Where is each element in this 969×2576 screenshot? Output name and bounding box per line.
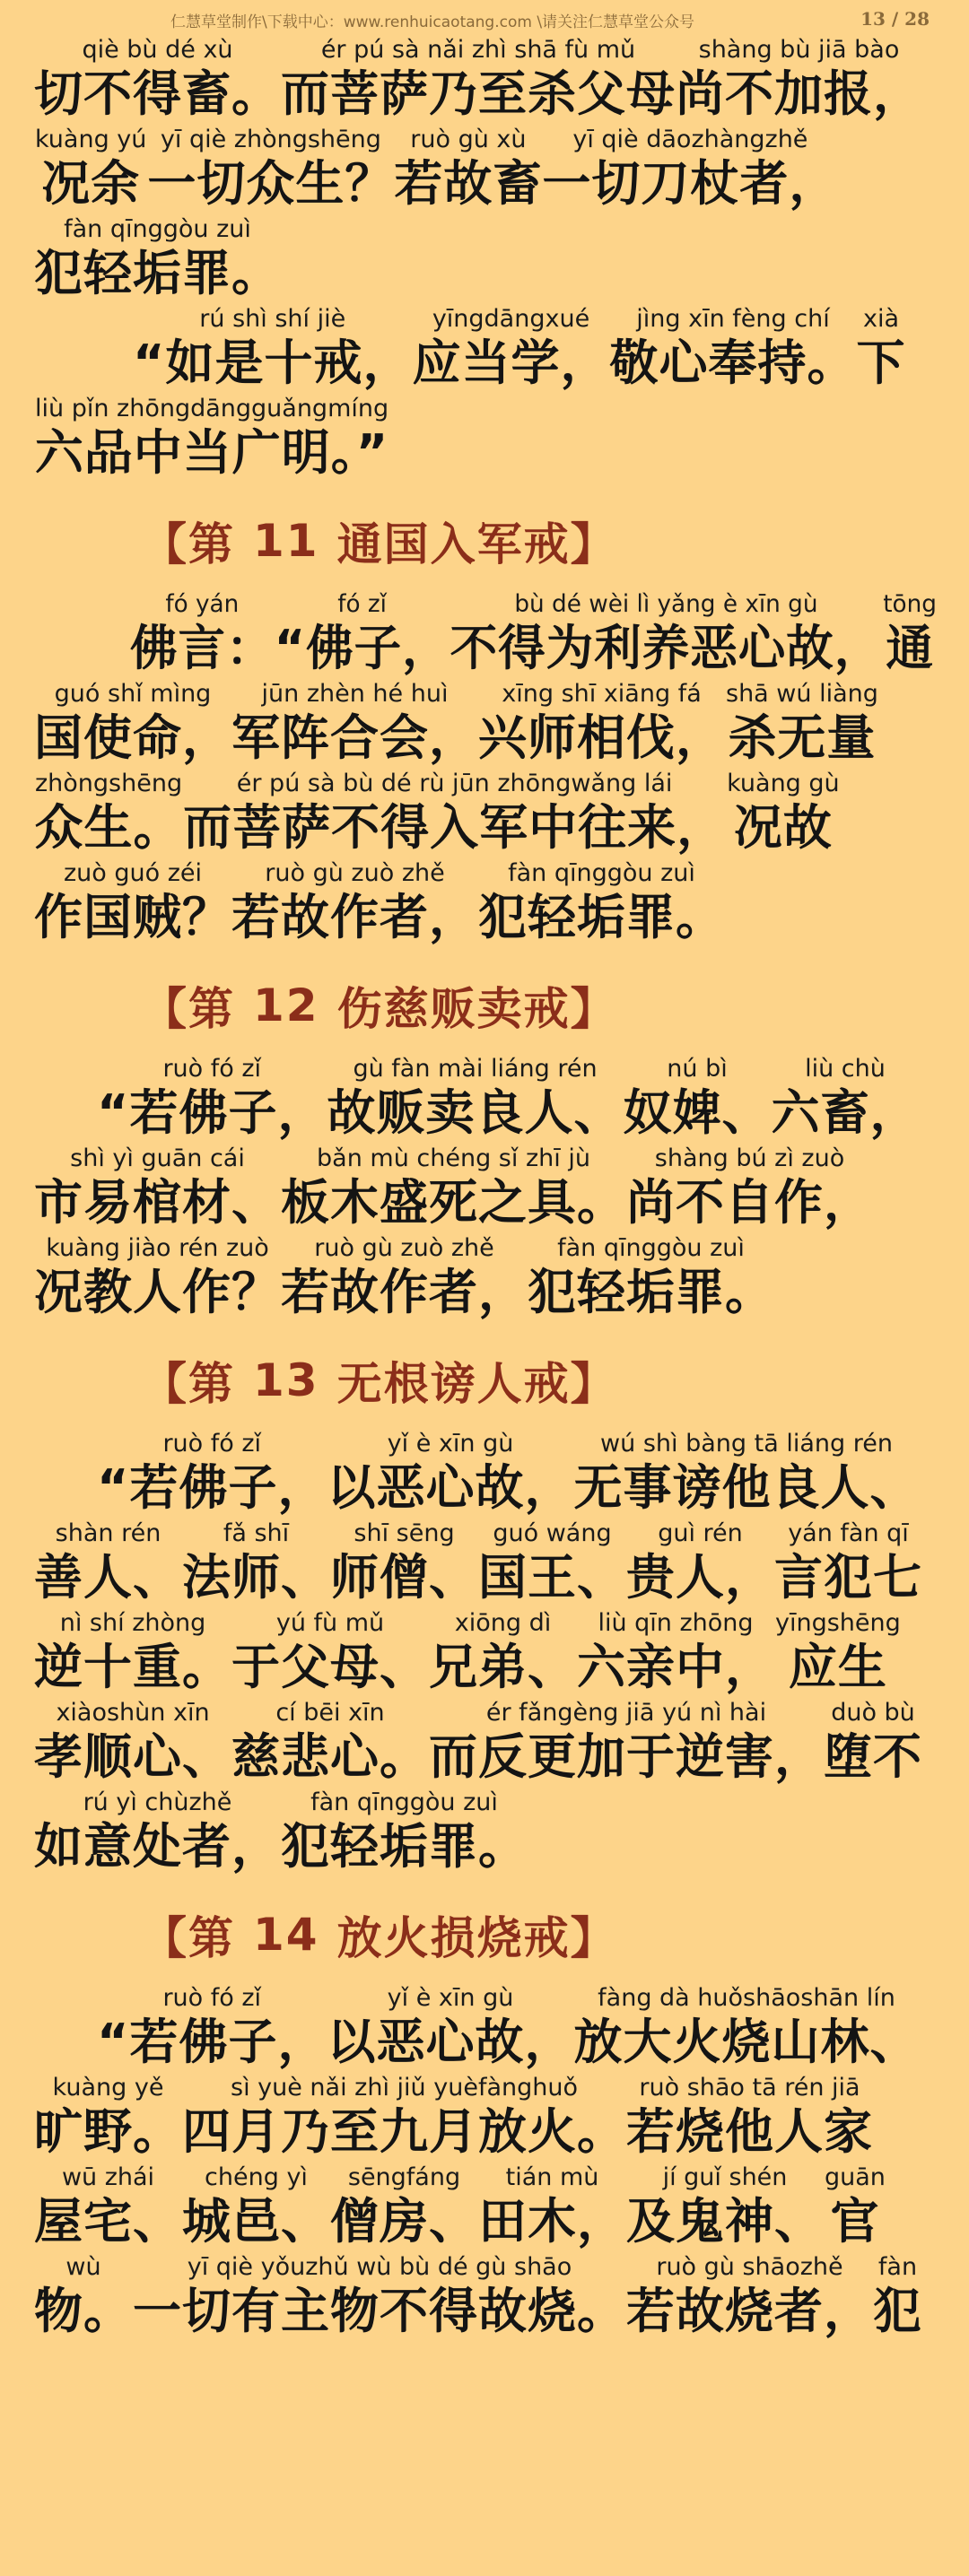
annotated-phrase [478,680,725,770]
section-title-prefix: 【第 [142,983,235,1035]
hanzi: 兴师相伐， [478,709,725,766]
section-title-prefix: 【第 [142,518,235,570]
annotated-phrase [34,859,231,949]
hanzi: 四月乃至九月放火。 [182,2103,626,2160]
pinyin: ér fǎngèng jiā yú nì hài [485,1699,767,1727]
pinyin: liù chù [805,1055,886,1083]
annotated-phrase [34,2253,133,2343]
pinyin: fàng dà huǒshāoshān lín [598,1984,895,2012]
annotated-phrase [626,2163,824,2253]
annotated-phrase [478,859,725,949]
pinyin: liù pǐn zhōngdāngguǎngmíng [35,395,389,422]
hanzi: 屋宅、 [34,2193,182,2250]
annotated-phrase [725,680,879,770]
annotated-phrase [34,1699,231,1788]
pinyin: fàn [877,2253,918,2281]
hanzi: 尚不自作， [626,1174,873,1231]
hanzi: 军阵合会， [231,709,478,766]
hanzi: 切不得畜。 [34,65,281,122]
text-line [34,36,940,126]
pinyin: yīngdāngxué [432,305,590,333]
hanzi: “如是十戒， [133,335,413,391]
text-line [34,1984,940,2074]
pinyin: yú fù mǔ [275,1609,385,1637]
pinyin: tōng [883,590,937,618]
pinyin: fàn qīnggòu zuì [508,859,695,887]
pinyin: bǎn mù chéng sǐ zhī jù [317,1144,590,1172]
pinyin: chéng yì [205,2163,308,2191]
annotated-phrase [130,590,275,680]
annotated-phrase [147,126,394,215]
annotated-phrase [34,395,389,484]
hanzi: “若佛子， [97,1084,327,1141]
hanzi: 放大火烧山林、 [573,2014,920,2070]
annotated-phrase [183,770,726,859]
pinyin: liù qīn zhōng [598,1609,754,1637]
annotated-phrase [133,305,413,395]
pinyin: guì rén [658,1519,743,1547]
annotated-phrase [429,1609,577,1699]
annotated-phrase [882,590,938,680]
annotated-phrase [97,1984,327,2074]
hanzi: 奴婢、 [623,1084,772,1141]
pinyin: kuàng gù [727,770,840,797]
text-line [34,1430,940,1519]
hanzi: “若佛子， [97,1459,327,1516]
text-line [34,395,940,484]
annotated-phrase [34,2163,182,2253]
annotated-phrase [772,1055,920,1144]
hanzi: 犯 [873,2283,922,2339]
annotated-phrase [626,1519,774,1609]
text-line [34,770,940,859]
hanzi: 僧房、 [330,2193,478,2250]
pinyin: kuàng yú [35,126,147,153]
section-title [34,492,940,590]
text-line [34,126,940,215]
hanzi: 不得为利养恶心故， [450,620,883,676]
hanzi: 言犯七 [774,1549,922,1606]
pinyin: yī qiè yǒuzhǔ wù bù dé gù shāo [187,2253,572,2281]
pinyin: fàn qīnggòu zuì [64,215,251,243]
hanzi: 犯轻垢罪。 [478,889,725,945]
hanzi: 国王、 [478,1549,626,1606]
credit-text: 仁慧草堂制作\下载中心：www.renhuicaotang.com \请关注仁慧草堂公众号 [170,13,695,31]
pinyin: tián mù [505,2163,599,2191]
pinyin: fàn qīnggòu zuì [557,1234,745,1262]
hanzi: 作国贼？ [34,889,231,945]
hanzi: 犯轻垢罪。 [528,1264,774,1320]
pinyin: wù [65,2253,101,2281]
text-line [34,1055,940,1144]
pinyin: fǎ shī [223,1519,290,1547]
pinyin: qiè bù dé xù [82,36,233,64]
hanzi: 如意处者， [34,1818,281,1875]
hanzi: 一切有主物不得故烧。 [133,2283,626,2339]
annotated-phrase [824,2163,886,2253]
hanzi: 师僧、 [330,1549,478,1606]
pinyin: ruò fó zǐ [162,1430,262,1458]
annotated-phrase [626,1144,873,1234]
annotated-phrase [873,2253,922,2343]
annotated-phrase [726,770,841,859]
hanzi: 无事谤他良人、 [573,1459,920,1516]
text-line [34,590,937,680]
section-number: 14 [253,1909,319,1961]
scripture-content [34,36,940,2343]
hanzi: 田木， [478,2193,626,2250]
pinyin: guó shǐ mìng [54,680,212,708]
section-title-prefix: 【第 [142,1358,235,1410]
hanzi: 犯轻垢罪。 [281,1818,528,1875]
annotated-phrase [133,2253,626,2343]
annotated-phrase [34,770,183,859]
annotated-phrase [34,2074,182,2163]
text-line [34,1609,940,1699]
annotated-phrase [857,305,906,395]
pinyin: nì shí zhòng [59,1609,206,1637]
annotated-phrase [182,2163,330,2253]
hanzi: 况余 [41,155,141,212]
pinyin: xīng shī xiāng fá [502,680,702,708]
pinyin: guó wáng [493,1519,612,1547]
hanzi: 若故作者， [281,1264,528,1320]
pinyin: yīngshēng [775,1609,901,1637]
hanzi: 众生。 [34,799,183,856]
pinyin: yǐ è xīn gù [387,1984,514,2012]
text-line [34,859,940,949]
pinyin: ér pú sà bù dé rù jūn zhōngwǎng lái [236,770,673,797]
section-title [34,1331,940,1430]
annotated-phrase [327,1055,624,1144]
pinyin: xiàoshùn xīn [56,1699,210,1727]
hanzi: 逆十重。 [34,1639,231,1695]
pinyin: ruò gù shāozhě [656,2253,843,2281]
text-line [34,1234,940,1324]
hanzi: 六亲中， [577,1639,774,1695]
pinyin: ruò fó zǐ [162,1984,262,2012]
section-number: 11 [253,515,319,567]
pinyin: zuò guó zéi [63,859,203,887]
hanzi: 以恶心故， [327,1459,574,1516]
pinyin: cí bēi xīn [275,1699,385,1727]
pinyin: jí guǐ shén [662,2163,788,2191]
annotated-phrase [478,2163,626,2253]
annotated-phrase [231,680,478,770]
pinyin: shàng bú zì zuò [654,1144,845,1172]
annotated-phrase [610,305,857,395]
annotated-phrase [330,2163,478,2253]
pinyin: shàn rén [55,1519,162,1547]
section-name: 伤慈贩卖戒】 [336,983,617,1035]
annotated-phrase [574,1984,920,2074]
annotated-phrase [275,590,450,680]
hanzi: 下 [856,335,906,391]
pinyin: yī qiè zhòngshēng [160,126,381,153]
pinyin: wū zhái [61,2163,155,2191]
pinyin: ér pú sà nǎi zhì shā fù mǔ [320,36,636,64]
annotated-phrase [231,859,478,949]
hanzi: 慈悲心。 [231,1728,429,1785]
hanzi: “若佛子， [97,2014,327,2070]
pinyin: ruò fó zǐ [162,1055,262,1083]
hanzi: 市易棺材、 [34,1174,281,1231]
hanzi: 况教人作？ [34,1264,281,1320]
section-title-prefix: 【第 [142,1912,235,1964]
annotated-phrase [429,1699,824,1788]
section-name: 无根谤人戒】 [336,1358,617,1410]
pinyin: ruò gù zuò zhě [314,1234,494,1262]
annotated-phrase [231,1609,429,1699]
section-name: 通国入军戒】 [336,518,617,570]
annotated-phrase [413,305,610,395]
annotated-phrase [478,1519,626,1609]
annotated-phrase [34,1609,231,1699]
hanzi: 于父母、 [231,1639,429,1695]
annotated-phrase [34,1144,281,1234]
annotated-phrase [394,126,542,215]
pinyin: yán fàn qī [788,1519,909,1547]
annotated-phrase [330,1519,478,1609]
annotated-phrase [528,1234,774,1324]
pinyin: yǐ è xīn gù [387,1430,514,1458]
hanzi: 法师、 [182,1549,330,1606]
pinyin: shā wú liàng [726,680,878,708]
annotated-phrase [676,36,922,126]
text-line [34,2163,940,2253]
pinyin: jūn zhèn hé huì [261,680,449,708]
page-number: 13 / 28 [860,8,930,30]
pinyin: bù dé wèi lì yǎng è xīn gù [514,590,818,618]
pinyin: nú bì [667,1055,728,1083]
hanzi: 城邑、 [182,2193,330,2250]
hanzi: 若故作者， [231,889,478,945]
annotated-phrase [624,1055,772,1144]
pinyin: guān [825,2163,886,2191]
pinyin: shàng bù jiā bào [698,36,900,64]
annotated-phrase [97,1055,327,1144]
annotated-phrase [327,1430,574,1519]
hanzi: 国使命， [34,709,231,766]
annotated-phrase [34,126,147,215]
hanzi: 敬心奉持。 [609,335,857,391]
pinyin: xià [862,305,900,333]
hanzi: 六畜， [771,1084,920,1141]
annotated-phrase [626,2253,873,2343]
pinyin: fó yán [165,590,240,618]
annotated-phrase [774,1519,922,1609]
text-line [34,2253,940,2343]
pinyin: rú shì shí jiè [199,305,346,333]
pinyin: gù fàn mài liáng rén [353,1055,598,1083]
hanzi: 贵人， [626,1549,774,1606]
annotated-phrase [577,1609,774,1699]
annotated-phrase [34,215,281,305]
text-line [34,680,940,770]
hanzi: 而反更加于逆害， [429,1728,824,1785]
hanzi: “佛子， [274,620,450,676]
annotated-phrase [824,1699,922,1788]
annotated-phrase [327,1984,574,2074]
pinyin: zhòngshēng [35,770,183,797]
hanzi: 况故 [733,799,833,856]
text-line [34,215,940,305]
section-title [34,956,940,1055]
annotated-phrase [281,1234,528,1324]
hanzi: 应当学， [412,335,610,391]
hanzi: 而菩萨乃至杀父母 [281,65,676,122]
hanzi: 故贩卖良人、 [327,1084,624,1141]
pinyin: kuàng jiào rén zuò [46,1234,269,1262]
pinyin: fó zǐ [337,590,387,618]
hanzi: 通 [886,620,934,676]
hanzi: 杀无量 [728,709,877,766]
hanzi: 善人、 [34,1549,182,1606]
annotated-phrase [34,1788,281,1878]
hanzi: 堕不 [824,1728,922,1785]
annotated-phrase [34,1234,281,1324]
pinyin: sēngfáng [347,2163,461,2191]
section-number: 13 [253,1354,319,1406]
text-line [34,305,940,395]
hanzi: 兄弟、 [429,1639,577,1695]
annotated-phrase [542,126,838,215]
hanzi: 尚不加报， [676,65,922,122]
hanzi: 犯轻垢罪。 [34,245,281,301]
annotated-phrase [34,36,281,126]
hanzi: 佛言： [130,620,275,676]
pinyin: yī qiè dāozhàngzhě [572,126,808,153]
hanzi: 应生 [788,1639,887,1695]
annotated-phrase [281,1144,626,1234]
pinyin: fàn qīnggòu zuì [310,1788,498,1816]
annotated-phrase [774,1609,902,1699]
annotated-phrase [574,1430,920,1519]
hanzi: 若故烧者， [626,2283,873,2339]
hanzi: 一切刀杖者， [542,155,839,212]
hanzi: 及鬼神、 [626,2193,824,2250]
annotated-phrase [34,680,231,770]
pinyin: ruò shāo tā rén jiā [639,2074,860,2102]
text-line [34,1699,940,1788]
pinyin: duò bù [831,1699,915,1727]
pinyin: xiōng dì [454,1609,552,1637]
hanzi: 若烧他人家 [626,2103,873,2160]
hanzi: 而菩萨不得入军中往来， [183,799,727,856]
hanzi: 孝顺心、 [34,1728,231,1785]
pinyin: shī sēng [354,1519,455,1547]
text-line [34,1144,940,1234]
pinyin: ruò gù zuò zhě [265,859,445,887]
annotated-phrase [97,1430,327,1519]
annotated-phrase [450,590,883,680]
text-line [34,1519,940,1609]
hanzi: 旷野。 [34,2103,182,2160]
hanzi: 官 [830,2193,880,2250]
annotated-phrase [182,1519,330,1609]
annotated-phrase [626,2074,873,2163]
pinyin: sì yuè nǎi zhì jiǔ yuèfànghuǒ [231,2074,578,2102]
annotated-phrase [281,1788,528,1878]
pinyin: kuàng yě [52,2074,164,2102]
annotated-phrase [281,36,676,126]
pinyin: ruò gù xù [410,126,527,153]
text-line [34,1788,940,1878]
section-name: 放火损烧戒】 [336,1912,617,1964]
text-line [34,2074,940,2163]
section-number: 12 [253,979,319,1031]
annotated-phrase [182,2074,626,2163]
hanzi: 六品中当广明。” [34,424,389,481]
pinyin: jìng xīn fèng chí [636,305,830,333]
pinyin: rú yì chùzhě [83,1788,232,1816]
pinyin: wú shì bàng tā liáng rén [600,1430,893,1458]
hanzi: 以恶心故， [327,2014,574,2070]
hanzi: 板木盛死之具。 [281,1174,626,1231]
section-title [34,1885,940,1984]
annotated-phrase [34,1519,182,1609]
pinyin: shì yì guān cái [70,1144,245,1172]
hanzi: 若故畜 [394,155,543,212]
hanzi: 一切众生？ [147,155,395,212]
annotated-phrase [231,1699,429,1788]
hanzi: 物。 [34,2283,133,2339]
